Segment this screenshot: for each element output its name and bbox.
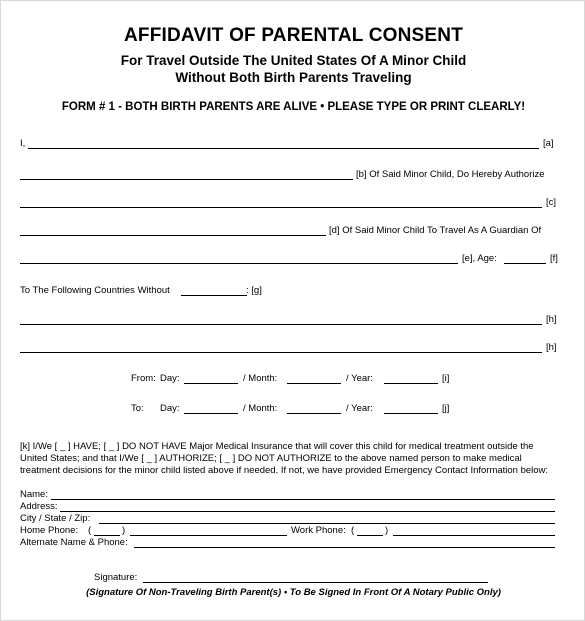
field-g-marker: : [g] <box>246 285 262 296</box>
field-h-line-1[interactable] <box>20 324 542 325</box>
insurance-paragraph: [k] I/We [ _ ] HAVE; [ _ ] DO NOT HAVE Major Medical Insurance that will cover this child for medical treatment outside the United States; and that I/We [ _ ] AUTHORIZE; [ _ ] DO NOT AUTHORIZE to the above named person to make medical treatment decisions for the minor child listed above if needed. If not, we have provided Emergency Contact Information below: <box>20 441 549 477</box>
document-title: AFFIDAVIT OF PARENTAL CONSENT <box>124 25 463 46</box>
field-h-marker-2: [h] <box>546 342 557 353</box>
home-phone-paren-open: ( <box>88 525 92 536</box>
countries-label: To The Following Countries Without <box>20 285 170 296</box>
field-a-line[interactable] <box>28 148 539 149</box>
signature-label: Signature: <box>94 572 138 583</box>
field-a-marker: [a] <box>543 138 554 149</box>
address-line[interactable] <box>60 511 555 512</box>
field-e-label: [e], Age: <box>462 253 497 264</box>
name-line[interactable] <box>51 499 555 500</box>
field-f-marker: [f] <box>550 253 558 264</box>
i-prefix: I, <box>20 138 26 149</box>
to-month-label: / Month: <box>243 403 278 414</box>
to-label: To: <box>131 403 144 414</box>
field-g-line[interactable] <box>181 295 247 296</box>
city-state-zip-line[interactable] <box>99 523 555 524</box>
field-d-line[interactable] <box>20 235 326 236</box>
signature-note: (Signature Of Non-Traveling Birth Parent(s) • To Be Signed In Front Of A Notary Public Only) <box>86 587 501 598</box>
document-subtitle-2: Without Both Birth Parents Traveling <box>175 70 412 85</box>
name-label: Name: <box>20 489 48 500</box>
field-i-marker: [i] <box>442 373 450 384</box>
work-phone-line[interactable] <box>393 535 555 536</box>
field-h-line-2[interactable] <box>20 352 542 353</box>
field-c-line[interactable] <box>20 207 542 208</box>
home-phone-line[interactable] <box>130 535 287 536</box>
to-day-line[interactable] <box>184 413 238 414</box>
from-month-line[interactable] <box>287 383 341 384</box>
city-state-zip-label: City / State / Zip: <box>20 513 91 524</box>
work-phone-paren-open: ( <box>351 525 355 536</box>
work-phone-label: Work Phone: <box>291 525 346 536</box>
from-day-line[interactable] <box>184 383 238 384</box>
field-b-label: [b] Of Said Minor Child, Do Hereby Authorize <box>356 169 545 180</box>
from-label: From: <box>131 373 156 384</box>
field-c-marker: [c] <box>546 197 557 208</box>
field-h-marker-1: [h] <box>546 314 557 325</box>
to-year-line[interactable] <box>384 413 438 414</box>
document-subtitle-1: For Travel Outside The United States Of A Minor Child <box>120 53 467 68</box>
address-label: Address: <box>20 501 58 512</box>
age-line[interactable] <box>504 263 546 264</box>
to-month-line[interactable] <box>287 413 341 414</box>
work-phone-paren-close: ) <box>385 525 389 536</box>
field-b-line[interactable] <box>20 179 353 180</box>
field-d-label: [d] Of Said Minor Child To Travel As A Guardian Of <box>329 225 542 236</box>
work-area-code-line[interactable] <box>357 535 383 536</box>
alternate-contact-line[interactable] <box>134 547 555 548</box>
to-day-label: Day: <box>160 403 180 414</box>
alternate-contact-label: Alternate Name & Phone: <box>20 537 128 548</box>
field-e-line[interactable] <box>20 263 458 264</box>
from-year-line[interactable] <box>384 383 438 384</box>
signature-line[interactable] <box>143 582 488 583</box>
home-phone-label: Home Phone: <box>20 525 79 536</box>
home-area-code-line[interactable] <box>94 535 120 536</box>
home-phone-paren-close: ) <box>122 525 126 536</box>
from-month-label: / Month: <box>243 373 278 384</box>
field-j-marker: [j] <box>442 403 450 414</box>
from-day-label: Day: <box>160 373 180 384</box>
from-year-label: / Year: <box>346 373 373 384</box>
to-year-label: / Year: <box>346 403 373 414</box>
form-instruction: FORM # 1 - BOTH BIRTH PARENTS ARE ALIVE • PLEASE TYPE OR PRINT CLEARLY! <box>61 101 526 113</box>
